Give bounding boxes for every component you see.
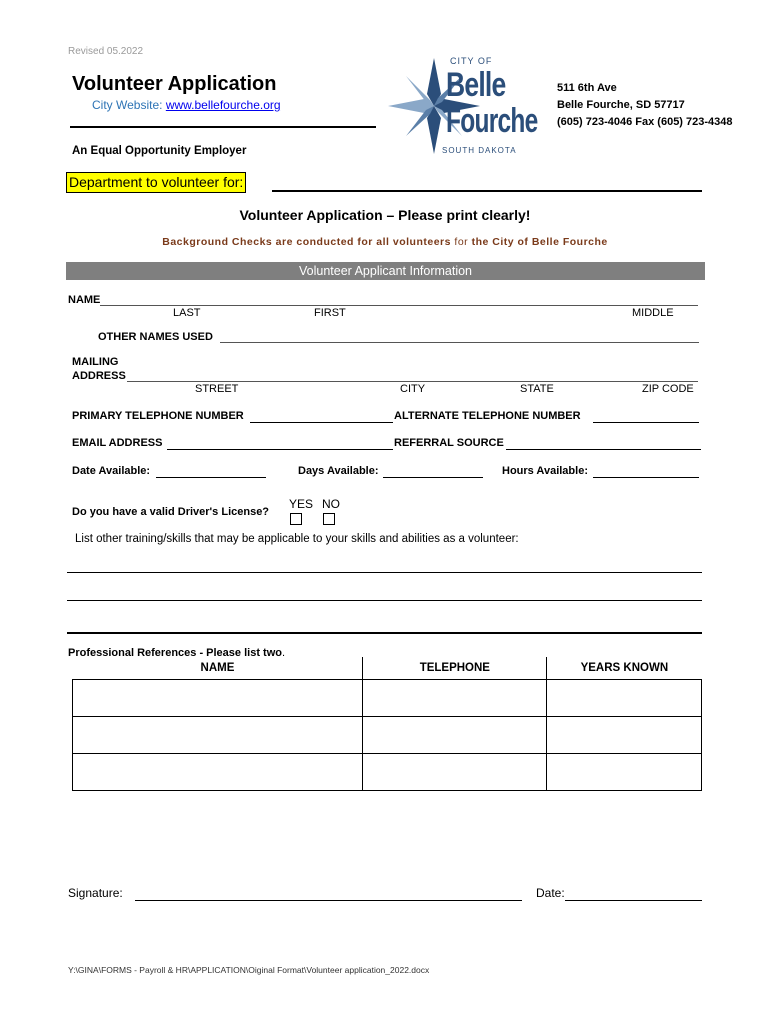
email-label: EMAIL ADDRESS [72, 437, 163, 449]
subtitle: Volunteer Application – Please print clearly! [239, 207, 531, 223]
date-available-field[interactable] [156, 477, 266, 478]
ref-telephone-cell[interactable] [363, 754, 547, 791]
days-available-label: Days Available: [298, 465, 379, 477]
ref-years-cell[interactable] [547, 680, 702, 717]
logo-bottom: SOUTH DAKOTA [442, 146, 517, 155]
middle-label: MIDDLE [632, 307, 674, 319]
hours-available-label: Hours Available: [502, 465, 588, 477]
background-check-note [0, 236, 770, 248]
email-field[interactable] [167, 449, 393, 450]
yes-label: YES [289, 497, 314, 511]
website-link[interactable]: www.bellefourche.org [165, 98, 281, 112]
address-line1: 511 6th Ave [557, 82, 617, 94]
references-title-text: Professional References - Please list two [68, 647, 282, 659]
ref-col-years: YEARS KNOWN [547, 657, 702, 680]
date-available-label: Date Available: [72, 465, 151, 477]
ref-years-cell[interactable] [547, 754, 702, 791]
ref-name-cell[interactable] [73, 680, 363, 717]
other-names-field[interactable] [220, 342, 699, 343]
other-names-label: OTHER NAMES USED [98, 331, 213, 343]
ref-name-cell[interactable] [73, 754, 363, 791]
date-field[interactable] [565, 900, 702, 901]
referral-label: REFERRAL SOURCE [394, 437, 504, 449]
note-part3: the City of Belle Fourche [471, 236, 608, 248]
primary-phone-field[interactable] [250, 422, 393, 423]
table-row [73, 717, 702, 754]
address-field[interactable] [127, 381, 698, 382]
form-title: Volunteer Application [72, 73, 277, 95]
zip-label: ZIP CODE [642, 383, 694, 395]
references-header-row [73, 657, 702, 680]
address-line3: (605) 723-4046 Fax (605) 723-4348 [557, 116, 733, 128]
state-label: STATE [520, 383, 554, 395]
alternate-phone-field[interactable] [593, 422, 699, 423]
city-website [92, 98, 281, 112]
references-title-period: . [281, 647, 286, 659]
skills-line-3[interactable] [67, 632, 702, 634]
ref-name-cell[interactable] [73, 717, 363, 754]
no-label: NO [322, 497, 340, 511]
ref-col-name: NAME [73, 657, 363, 680]
table-row [73, 680, 702, 717]
hours-available-field[interactable] [593, 477, 699, 478]
skills-line-1[interactable] [67, 572, 702, 573]
logo-word-belle: Belle [446, 66, 506, 104]
section-header: Volunteer Applicant Information [298, 264, 473, 278]
note-part1: Background Checks are conducted for all volunteers [162, 236, 451, 248]
website-label: City Website: [92, 98, 166, 112]
revised-date: Revised 05.2022 [68, 46, 144, 57]
referral-field[interactable] [506, 449, 701, 450]
drivers-license-label: Do you have a valid Driver's License? [72, 506, 270, 518]
table-row [73, 754, 702, 791]
logo-word-fourche: Fourche [446, 102, 538, 140]
department-label: Department to volunteer for: [66, 172, 246, 193]
ref-years-cell[interactable] [547, 717, 702, 754]
note-part2: for [450, 236, 472, 248]
date-label: Date: [536, 886, 565, 900]
skills-line-2[interactable] [67, 600, 702, 601]
yes-checkbox[interactable] [290, 513, 302, 525]
skills-label: List other training/skills that may be applicable to your skills and abilities as a volunteer: [75, 533, 519, 545]
ref-telephone-cell[interactable] [363, 680, 547, 717]
equal-opportunity: An Equal Opportunity Employer [72, 145, 247, 157]
footer-path: Y:\GINA\FORMS - Payroll & HR\APPLICATION\Oiginal Format\Volunteer application_2022.docx [68, 965, 430, 975]
primary-phone-label: PRIMARY TELEPHONE NUMBER [72, 410, 244, 422]
last-label: LAST [173, 307, 201, 319]
mailing-label: MAILING [72, 356, 119, 368]
ref-telephone-cell[interactable] [363, 717, 547, 754]
name-field[interactable] [100, 305, 698, 306]
signature-label: Signature: [68, 886, 123, 900]
city-logo [386, 54, 552, 158]
address-label: ADDRESS [72, 370, 126, 382]
first-label: FIRST [314, 307, 346, 319]
city-label: CITY [400, 383, 426, 395]
name-label: NAME [68, 294, 101, 306]
alternate-phone-label: ALTERNATE TELEPHONE NUMBER [394, 410, 581, 422]
department-field[interactable] [272, 190, 702, 192]
title-rule [70, 126, 376, 128]
no-checkbox[interactable] [323, 513, 335, 525]
references-table [72, 657, 702, 791]
signature-field[interactable] [135, 900, 522, 901]
address-line2: Belle Fourche, SD 57717 [557, 99, 685, 111]
logo-top: CITY OF [450, 56, 493, 66]
street-label: STREET [195, 383, 239, 395]
ref-col-telephone: TELEPHONE [363, 657, 547, 680]
days-available-field[interactable] [383, 477, 483, 478]
